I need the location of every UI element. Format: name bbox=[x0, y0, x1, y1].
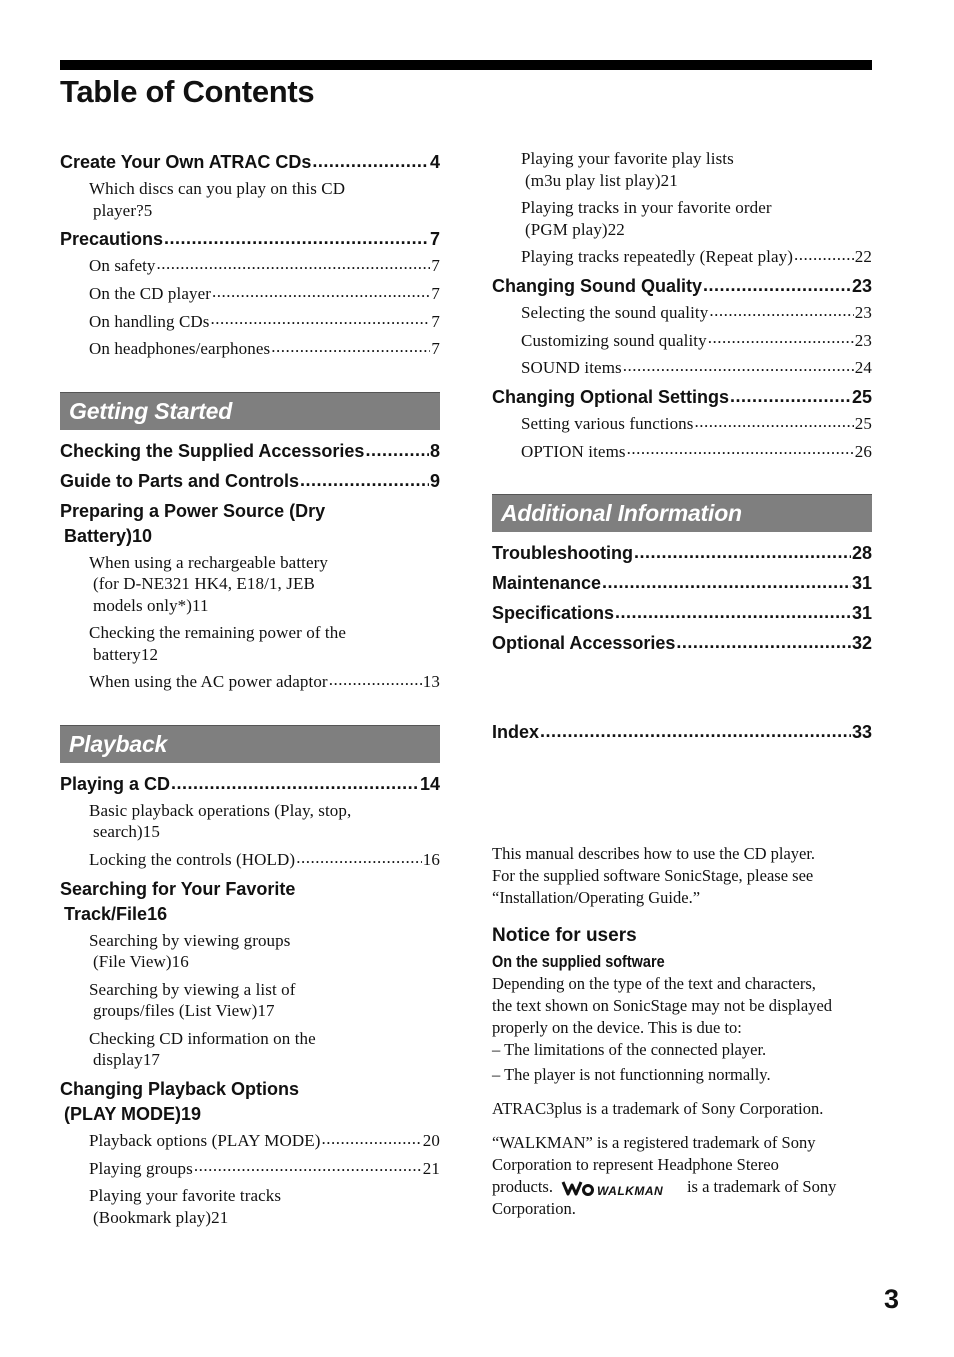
notice-subheading: On the supplied software bbox=[492, 952, 665, 972]
toc-entry[interactable]: Preparing a Power Source (Dry Battery) 10 bbox=[60, 500, 326, 546]
toc-subentry[interactable]: On safety ..... 7 bbox=[60, 255, 440, 277]
toc-subentry[interactable]: When using the AC power adaptor ..... 13 bbox=[60, 671, 440, 693]
toc-left-column bbox=[60, 145, 440, 1234]
manual-note: This manual describes how to use the CD player. For the supplied software SonicStage, please see “Installation/Operating Guide.” bbox=[492, 844, 816, 908]
toc-entry[interactable]: Changing Optional Settings ..... 25 bbox=[492, 385, 872, 410]
toc-subentry[interactable]: On handling CDs ..... 7 bbox=[60, 310, 440, 332]
list-item: – The limitations of the connected player. bbox=[492, 1040, 767, 1060]
toc-subentry[interactable]: On the CD player ..... 7 bbox=[60, 283, 440, 305]
toc-entry[interactable]: Optional Accessories ..... 32 bbox=[492, 631, 872, 656]
walkman-logo-icon bbox=[561, 1178, 679, 1198]
list-item: – The player is not functionning normally. bbox=[492, 1065, 771, 1085]
toc-entry[interactable]: Specifications ..... 31 bbox=[492, 601, 872, 626]
toc-right-column bbox=[492, 145, 872, 1220]
toc-entry[interactable]: Maintenance ..... 31 bbox=[492, 571, 872, 596]
trademark-walkman: “WALKMAN” is a registered trademark of Sony Corporation to represent Headphone Stereo products. WALKMAN is a trademark of Sony Corporation. bbox=[492, 1133, 837, 1219]
toc-entry[interactable]: Troubleshooting ..... 28 bbox=[492, 541, 872, 566]
toc-subentry[interactable]: Locking the controls (HOLD) ..... 16 bbox=[60, 849, 440, 871]
toc-subentry[interactable]: Playing your favorite play lists (m3u play list play) 21 bbox=[521, 149, 734, 190]
toc-entry[interactable]: Guide to Parts and Controls ..... 9 bbox=[60, 469, 440, 494]
toc-subentry[interactable]: Basic playback operations (Play, stop, search) 15 bbox=[89, 800, 352, 842]
toc-subentry[interactable]: Customizing sound quality ..... 23 bbox=[492, 329, 872, 351]
toc-subentry[interactable]: Selecting the sound quality ..... 23 bbox=[492, 302, 872, 324]
toc-subentry[interactable]: Playing tracks in your favorite order (PGM play) 22 bbox=[521, 198, 772, 239]
section-header-getting-started: Getting Started bbox=[60, 392, 440, 430]
toc-subentry[interactable]: Playing groups ..... 21 bbox=[60, 1157, 440, 1179]
toc-subentry[interactable]: When using a rechargeable battery (for D-NE321 HK4, E18/1, JEB models only*) 11 bbox=[89, 552, 328, 615]
toc-entry[interactable]: Checking the Supplied Accessories ..... 8 bbox=[60, 439, 440, 464]
section-header-additional-information: Additional Information bbox=[492, 494, 872, 532]
toc-subentry[interactable]: Searching by viewing a list of groups/files (List View) 17 bbox=[89, 979, 296, 1021]
notice-body: Depending on the type of the text and characters, the text shown on SonicStage may not be displayed properly on the device. This is due to: – The limitations of the connected player. – The player is not functionning normally. ATRAC3plus is a trademark of Sony Corporation. “WALKMAN” is a registered trademark of Sony Corporation to represent Headphone Stereo products. WALKMAN is a trademark of Sony Corporation. bbox=[492, 973, 872, 1220]
trademark-atrac: ATRAC3plus is a trademark of Sony Corporation. bbox=[492, 1099, 824, 1119]
toc-subentry[interactable]: Searching by viewing groups (File View) 16 bbox=[89, 930, 291, 972]
toc-subentry[interactable]: Setting various functions ..... 25 bbox=[492, 413, 872, 435]
page-title: Table of Contents bbox=[60, 74, 315, 109]
toc-subentry[interactable]: OPTION items ..... 26 bbox=[492, 440, 872, 462]
toc-entry[interactable]: Create Your Own ATRAC CDs ..... 4 bbox=[60, 150, 440, 175]
toc-entry[interactable]: Changing Sound Quality ..... 23 bbox=[492, 274, 872, 299]
toc-subentry[interactable]: On headphones/earphones ..... 7 bbox=[60, 338, 440, 360]
toc-subentry[interactable]: Playing your favorite tracks (Bookmark play) 21 bbox=[89, 1186, 282, 1227]
svg-text:WALKMAN: WALKMAN bbox=[596, 1184, 664, 1199]
notice-heading: Notice for users bbox=[492, 925, 637, 947]
toc-subentry[interactable]: Playing tracks repeatedly (Repeat play) ..... 22 bbox=[492, 246, 872, 268]
page-number: 3 bbox=[884, 1284, 900, 1314]
toc-entry[interactable]: Changing Playback Options (PLAY MODE) 19 bbox=[60, 1078, 300, 1124]
top-rule bbox=[60, 60, 872, 70]
toc-entry-index[interactable]: Index ..... 33 bbox=[492, 720, 872, 745]
toc-subentry[interactable]: Playback options (PLAY MODE) ..... 20 bbox=[60, 1130, 440, 1152]
toc-entry[interactable]: Searching for Your Favorite Track/File 16 bbox=[60, 878, 296, 924]
toc-entry[interactable]: Precautions ..... 7 bbox=[60, 227, 440, 252]
toc-subentry[interactable]: Checking CD information on the display 17 bbox=[89, 1028, 316, 1070]
toc-subentry[interactable]: Checking the remaining power of the battery 12 bbox=[89, 623, 347, 664]
toc-subentry[interactable]: SOUND items ..... 24 bbox=[492, 357, 872, 379]
toc-entry[interactable]: Playing a CD ..... 14 bbox=[60, 772, 440, 797]
toc-subentry[interactable]: Which discs can you play on this CD player? 5 bbox=[89, 179, 346, 220]
section-header-playback: Playback bbox=[60, 725, 440, 763]
